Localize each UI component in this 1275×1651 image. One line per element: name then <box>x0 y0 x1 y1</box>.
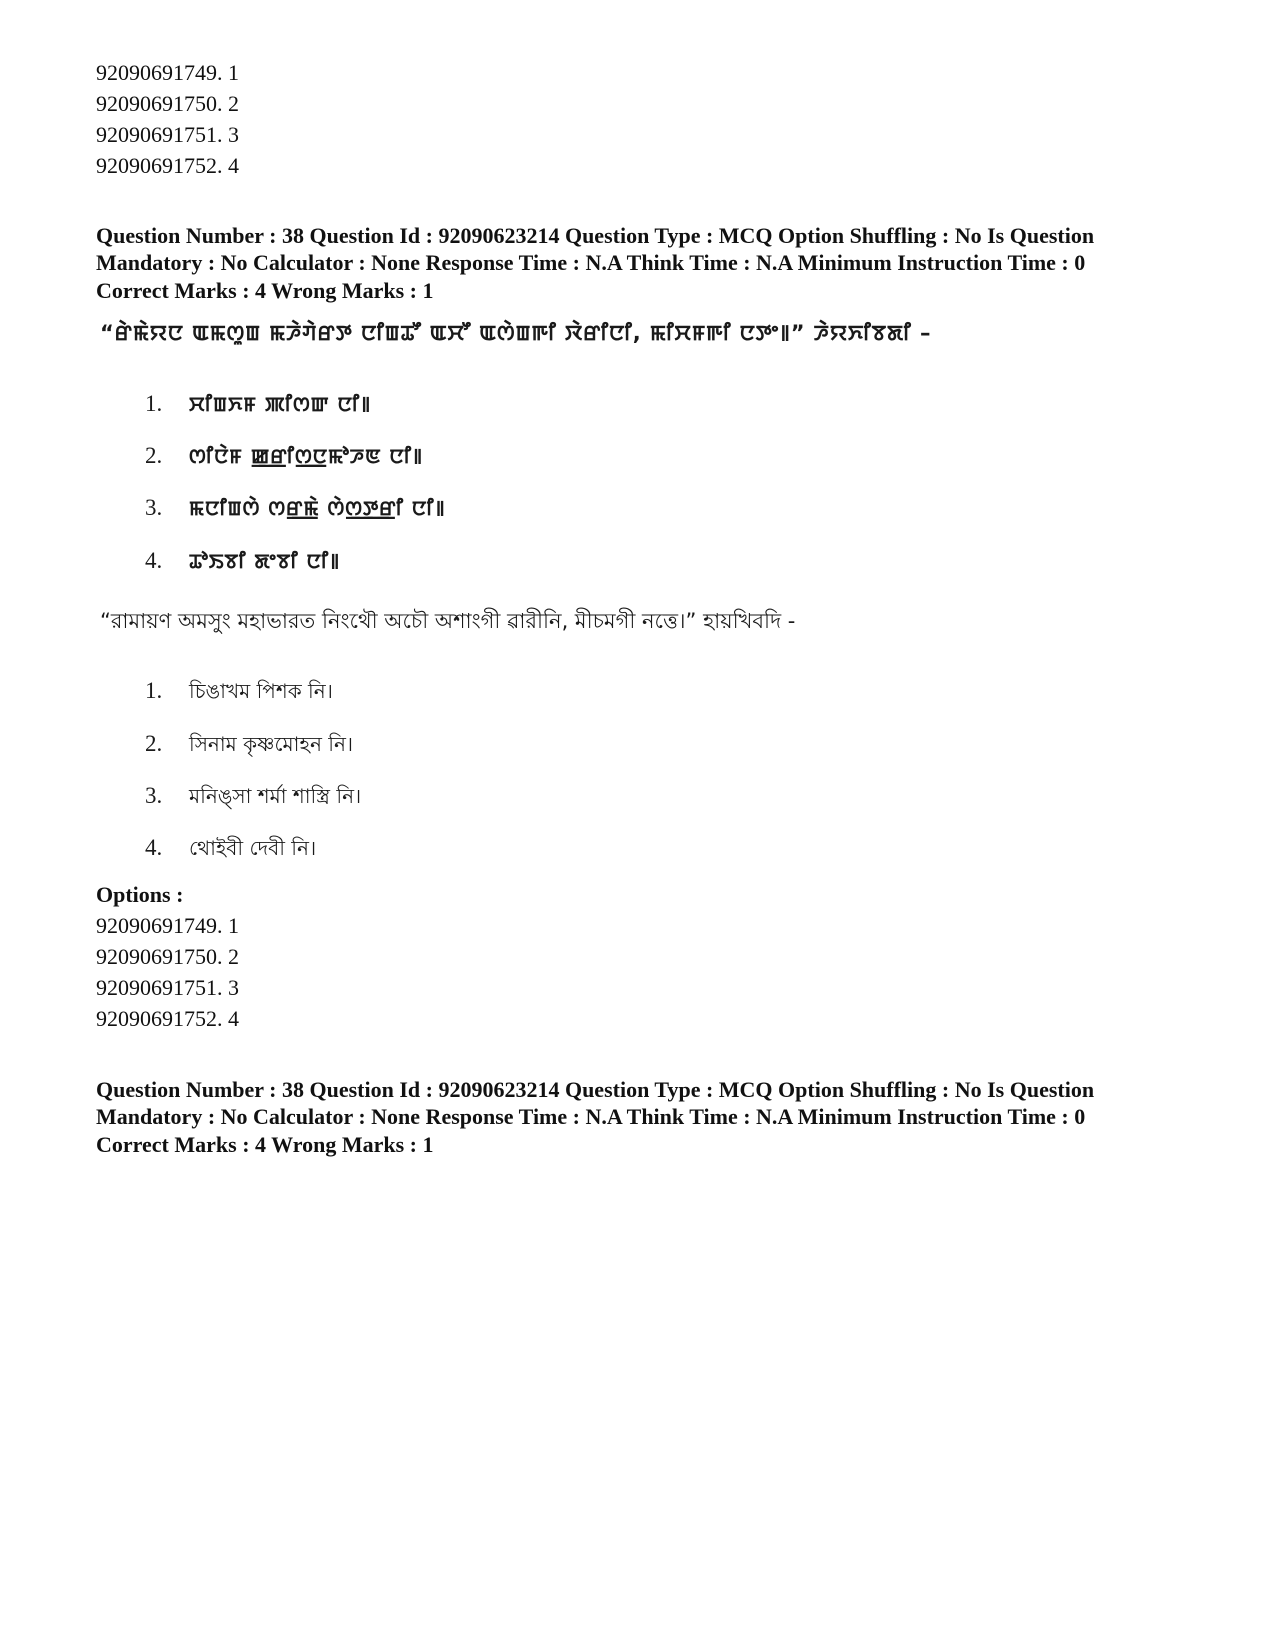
option-text: সিনাম কৃষ্ণমোহন নি। <box>189 732 354 756</box>
option-text: থোইবী দেবী নি। <box>189 836 317 860</box>
option-number: 3. <box>145 783 163 808</box>
question-header: Question Number : 38 Question Id : 92090623214 Question Type : MCQ Option Shuffling : No Is Question Mandatory : No Calculator : None Response Time : N.A Think Time : N.A Minimum Instruction Time : 0 <box>96 223 1095 275</box>
question-text-bengali: “রামায়ণ অমসুং মহাভারত নিংথৌ অচৌ অশাংগী ৱারীনি, মীচমগী নত্তে।” হায়খিবদি - <box>100 609 796 633</box>
option-text: মনিঙ্সা শর্মা শাস্ত্রি নি। <box>189 784 362 808</box>
option-text: ꯆꯤꯡꯈꯝ ꯄꯤꯁꯛ ꯅꯤ꯫ <box>189 392 372 416</box>
question-marks: Correct Marks : 4 Wrong Marks : 1 <box>96 278 434 303</box>
option-text: ꯊꯣꯏꯕꯤ ꯗꯦꯕꯤ ꯅꯤ꯫ <box>189 549 341 573</box>
answer-option-bengali <box>145 729 353 759</box>
answer-option-meitei <box>145 389 371 419</box>
question-text-meitei: “ꯔꯥꯃꯥꯌꯅ ꯑꯃꯁꯨꯡ ꯃꯍꯥꯚꯥꯔꯇ ꯅꯤꯡꯊꯧ ꯑꯆꯧ ꯑꯁꯥꯡꯒꯤ ꯋꯥꯔꯤꯅꯤ, ꯃꯤꯆꯝꯒꯤ ꯅꯇꯦ꯫” ꯍꯥꯌꯈꯤꯕꯗꯤ – <box>100 321 932 345</box>
option-number: 1. <box>145 391 163 416</box>
option-text: ꯁꯤꯅꯥꯝ ꯀ꯭ꯔꯤꯁ꯭ꯅꯃꯣꯍꯟ ꯅꯤ꯫ <box>189 444 424 468</box>
answer-option-bengali <box>145 676 333 706</box>
option-number: 1. <box>145 678 163 703</box>
answer-option-meitei <box>145 546 340 576</box>
option-text: ꯃꯅꯤꯡꯁꯥ ꯁꯔ꯭ꯃꯥ ꯁꯥꯁ꯭ꯇ꯭ꯔꯤ ꯅꯤ꯫ <box>189 496 446 520</box>
option-id-line: 92090691751. 3 <box>96 975 239 1000</box>
answer-option-bengali <box>145 833 316 863</box>
option-text: চিঙাখম পিশক নি। <box>189 679 333 703</box>
answer-option-meitei <box>145 493 446 523</box>
option-number: 2. <box>145 443 163 468</box>
option-id-line: 92090691751. 3 <box>96 122 239 147</box>
option-id-line: 92090691750. 2 <box>96 91 239 116</box>
option-number: 2. <box>145 731 163 756</box>
question-marks: Correct Marks : 4 Wrong Marks : 1 <box>96 1132 434 1157</box>
option-id-line: 92090691749. 1 <box>96 60 239 85</box>
option-id-line: 92090691752. 4 <box>96 153 239 178</box>
options-label: Options : <box>96 882 184 907</box>
option-id-line: 92090691749. 1 <box>96 913 239 938</box>
option-number: 4. <box>145 835 163 860</box>
option-id-line: 92090691752. 4 <box>96 1006 239 1031</box>
option-number: 4. <box>145 548 163 573</box>
answer-option-meitei <box>145 441 423 471</box>
answer-option-bengali <box>145 781 361 811</box>
question-header: Question Number : 38 Question Id : 92090623214 Question Type : MCQ Option Shuffling : No Is Question Mandatory : No Calculator : None Response Time : N.A Think Time : N.A Minimum Instruction Time : 0 <box>96 1077 1095 1129</box>
option-id-line: 92090691750. 2 <box>96 944 239 969</box>
option-number: 3. <box>145 495 163 520</box>
